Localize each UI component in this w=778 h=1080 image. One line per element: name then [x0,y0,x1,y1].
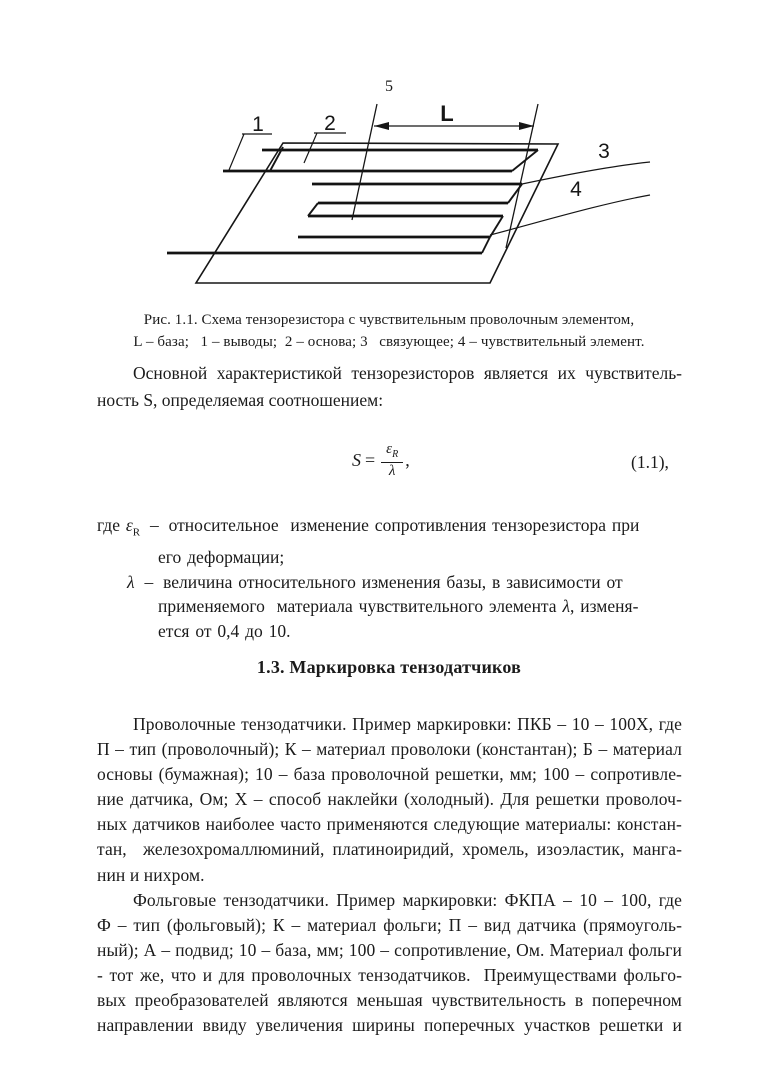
dash: – [144,571,154,592]
text-line: Основной характеристикой тензорезисторов является их чувствитель- [133,363,682,383]
text-line: - тот же, что и для проволочных тензодатчиков. Преимуществами фольго- [97,964,682,985]
intro-paragraph [97,360,682,413]
lambda-symbol: λ [127,571,135,592]
symbol-definitions [97,513,682,643]
equation-row [0,440,778,500]
figure-label-3: 3 [598,140,610,163]
epsilon-symbol: $\varepsilon_R$ [125,515,141,539]
definition-epsilon-text: относительное изменение сопротивления тензорезистора при [168,515,640,535]
text-line: направлении ввиду увеличения ширины поперечных участков решетки и [97,1015,682,1036]
definition-lambda-text3: ется от 0,4 до 10. [158,620,291,641]
text-line: нин и нихром. [97,864,205,885]
text-line: вых преобразователей являются меньшая чувствительность в поперечном [97,990,682,1011]
definition-lambda-text: величина относительного изменения базы, в зависимости от [163,571,623,592]
figure-caption [0,309,778,353]
fraction [381,442,403,479]
text-line: тан, железохромаллюминий, платиноиридий, хромель, изоэластик, манга- [97,839,682,860]
section-heading: 1.3. Маркировка тензодатчиков [256,657,522,677]
arrow-right-icon [519,122,534,130]
definition-epsilon [97,513,682,545]
figure-label-1: 1 [252,113,264,136]
equation-number: (1.1), [631,452,669,472]
figure-label-2: 2 [324,112,336,135]
figure-label-L: L [440,101,454,126]
text-line: основы (бумажная); 10 – база проволочной решетки, мм; 100 – сопротивле- [97,764,682,785]
equation-lhs: S [352,450,361,471]
equals-sign: = [365,450,376,471]
definition-epsilon-text2: его деформации; [158,547,285,568]
text-line: Фольговые тензодатчики. Пример маркировки: ФКПА – 10 – 100, где [133,889,682,910]
fraction-denominator: λ [388,462,396,479]
text-line: П – тип (проволочный); К – материал проволоки (константан); Б – материал [97,739,682,760]
text-line: Ф – тип (фольговый); К – материал фольги; П – вид датчика (прямоуголь- [97,914,682,935]
definition-lambda-text2: применяемого материала чувствительного элемента λ, изменя- [158,596,639,617]
arrow-left-icon [374,122,389,130]
text-line: Проволочные тензодатчики. Пример маркировки: ПКБ – 10 – 100Х, где [133,714,682,734]
body-paragraphs [97,712,682,1038]
definition-lambda [127,570,682,595]
dash: – [149,515,159,535]
figure-label-4: 4 [570,178,582,201]
equation [352,442,410,479]
lambda-symbol: λ [562,596,571,617]
text-line: ние датчика, Ом; Х – способ наклейки (холодный). Для решетки проволоч- [97,789,682,810]
strain-gauge-diagram [0,0,778,320]
substrate-outline [196,143,558,283]
page-number: 5 [385,78,393,95]
text-line: Рис. 1.1. Схема тензорезистора с чувствительным проволочным элементом, [143,312,635,328]
equation-comma: , [405,450,410,471]
where-keyword: где [97,515,120,535]
text-line: ность S, определяемая соотношением: [97,389,384,410]
text-line: L – база; 1 – выводы; 2 – основа; 3 связующее; 4 – чувствительный элемент. [133,334,645,350]
text-line: ных датчиков наиболее часто применяются следующие материалы: констан- [97,814,682,835]
text-line: ный); А – подвид; 10 – база, мм; 100 – сопротивление, Ом. Материал фольги [97,939,682,960]
fraction-numerator: $\varepsilon_R$ [381,442,403,463]
